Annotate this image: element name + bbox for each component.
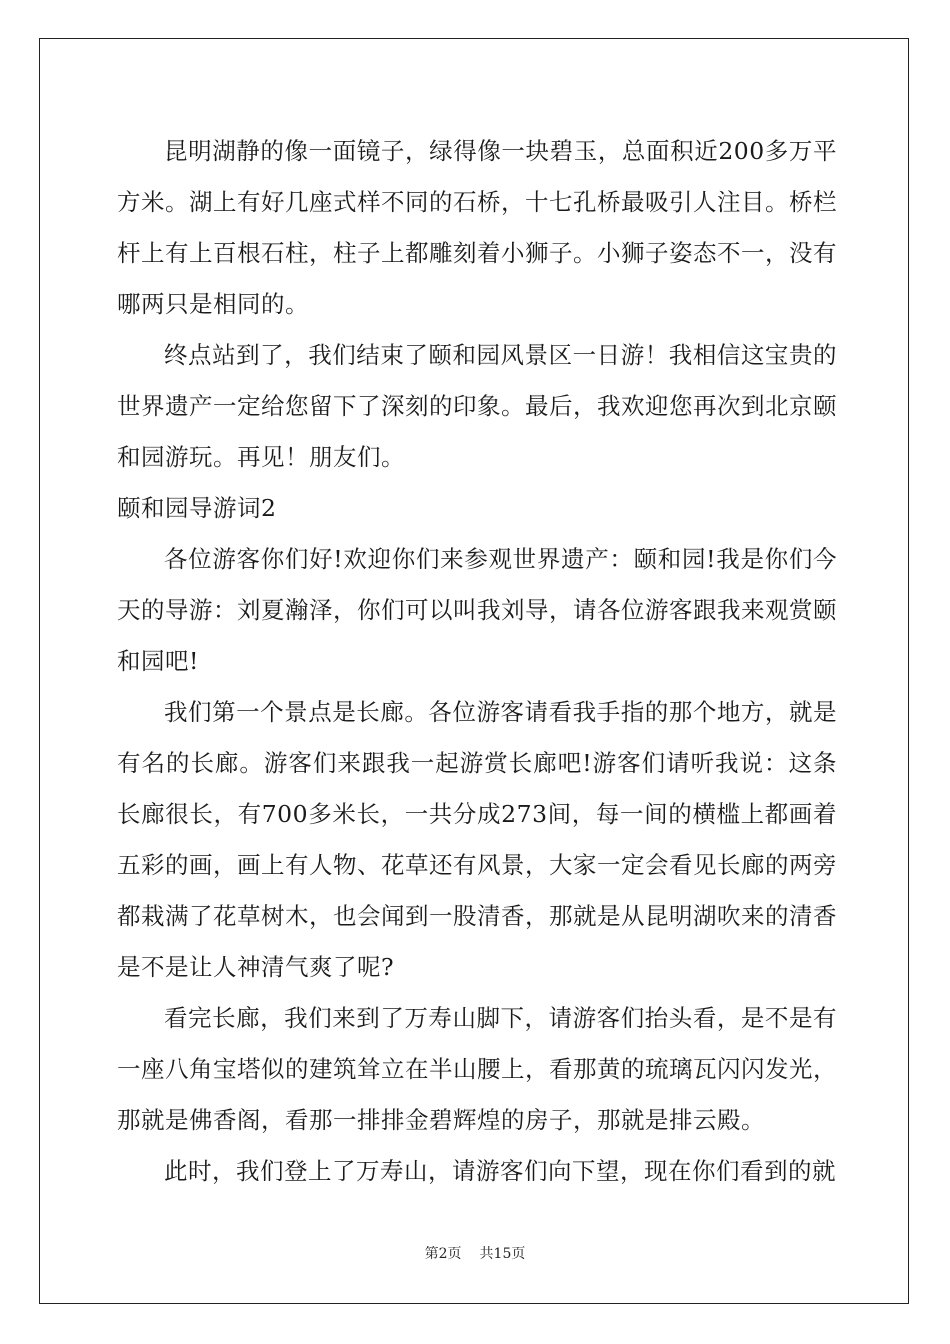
paragraph-tour-end: 终点站到了，我们结束了颐和园风景区一日游！我相信这宝贵的世界遗产一定给您留下了深刻的印象。最后，我欢迎您再次到北京颐和园游玩。再见！朋友们。	[117, 341, 837, 471]
paragraph-kunming-lake: 昆明湖静的像一面镜子，绿得像一块碧玉，总面积近200多万平方米。湖上有好几座式样不同的石桥，十七孔桥最吸引人注目。桥栏杆上有上百根石柱，柱子上都雕刻着小狮子。小狮子姿态不一，没有哪两只是相同的。	[117, 137, 837, 318]
paragraph-welcome: 各位游客你们好!欢迎你们来参观世界遗产：颐和园!我是你们今天的导游：刘夏瀚泽，你们可以叫我刘导，请各位游客跟我来观赏颐和园吧!	[117, 545, 837, 675]
document-body	[117, 126, 837, 1197]
paragraph-hilltop: 此时，我们登上了万寿山，请游客们向下望，现在你们看到的就	[164, 1157, 836, 1185]
page-number: 第2页	[424, 1246, 462, 1262]
paragraph-longevity-hill: 看完长廊，我们来到了万寿山脚下，请游客们抬头看，是不是有一座八角宝塔似的建筑耸立在半山腰上，看那黄的琉璃瓦闪闪发光，那就是佛香阁，看那一排排金碧辉煌的房子，那就是排云殿。	[117, 1004, 837, 1134]
section-heading: 颐和园导游词2	[117, 494, 277, 522]
page-total: 共15页	[479, 1246, 526, 1262]
paragraph-long-corridor: 我们第一个景点是长廊。各位游客请看我手指的那个地方，就是有名的长廊。游客们来跟我一起游赏长廊吧!游客们请听我说：这条长廊很长，有700多米长，一共分成273间，每一间的横槛上都画着五彩的画，画上有人物、花草还有风景，大家一定会看见长廊的两旁都栽满了花草树木，也会闻到一股清香，那就是从昆明湖吹来的清香是不是让人神清气爽了呢?	[117, 698, 837, 981]
page-footer	[0, 1243, 950, 1263]
